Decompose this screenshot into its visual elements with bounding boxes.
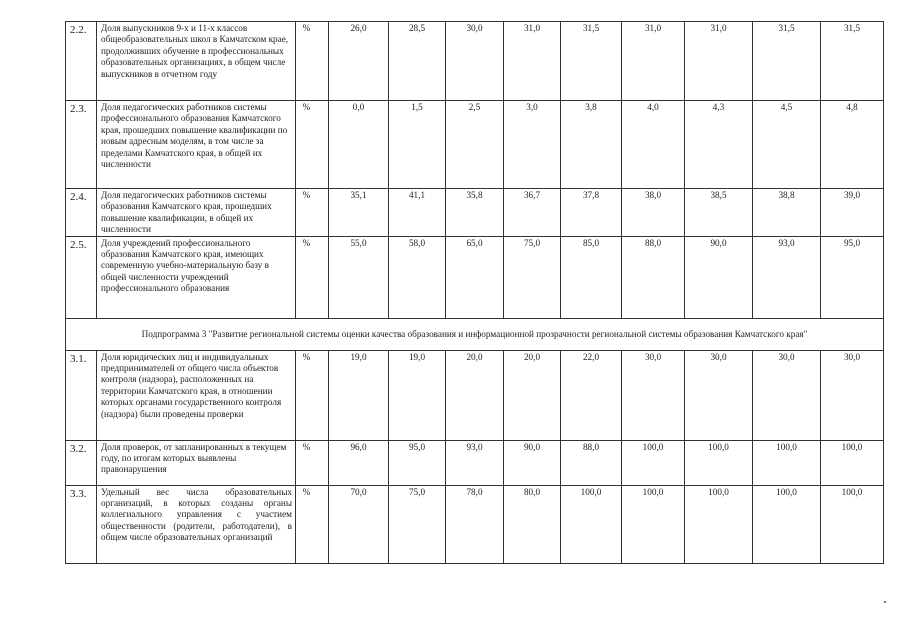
value-cell: 38,0 <box>622 189 685 237</box>
value-cell: 30,0 <box>753 350 821 440</box>
value-cell: 31,5 <box>753 22 821 101</box>
unit-cell: % <box>296 101 329 189</box>
value-cell: 100,0 <box>753 440 821 485</box>
row-number: 3.1. <box>66 350 97 440</box>
value-cell: 30,0 <box>685 350 753 440</box>
value-cell: 30,0 <box>622 350 685 440</box>
value-cell: 55,0 <box>329 236 389 318</box>
row-number: 3.3. <box>66 485 97 563</box>
indicator-name: Доля юридических лиц и индивидуальных предпринимателей от общего числа объектов контроля (надзора), расположенных на территории Камчатского края, в отношении которых органами государственного контроля (надзора) были проведены проверки <box>97 350 296 440</box>
table-row <box>66 236 884 318</box>
value-cell: 20,0 <box>446 350 504 440</box>
value-cell: 90,0 <box>504 440 561 485</box>
value-cell: 39,0 <box>821 189 884 237</box>
indicator-name: Доля проверок, от запланированных в текущем году, по итогам которых выявлены правонарушения <box>97 440 296 485</box>
value-cell: 31,5 <box>821 22 884 101</box>
unit-cell: % <box>296 440 329 485</box>
value-cell: 95,0 <box>821 236 884 318</box>
unit-cell: % <box>296 350 329 440</box>
value-cell: 0,0 <box>329 101 389 189</box>
value-cell: 90,0 <box>685 236 753 318</box>
indicator-name: Доля педагогических работников системы образования Камчатского края, прошедших повышение квалификации, в общей их численности <box>97 189 296 237</box>
row-number: 2.4. <box>66 189 97 237</box>
value-cell: 35,1 <box>329 189 389 237</box>
value-cell: 41,1 <box>389 189 446 237</box>
table-row <box>66 440 884 485</box>
value-cell: 4,5 <box>753 101 821 189</box>
row-number: 2.5. <box>66 236 97 318</box>
table-row <box>66 189 884 237</box>
row-number: 2.3. <box>66 101 97 189</box>
value-cell: 36,7 <box>504 189 561 237</box>
value-cell: 95,0 <box>389 440 446 485</box>
value-cell: 93,0 <box>753 236 821 318</box>
value-cell: 22,0 <box>561 350 622 440</box>
table-row <box>66 101 884 189</box>
value-cell: 31,5 <box>561 22 622 101</box>
value-cell: 37,8 <box>561 189 622 237</box>
value-cell: 4,0 <box>622 101 685 189</box>
unit-cell: % <box>296 236 329 318</box>
indicator-name: Доля учреждений профессионального образования Камчатского края, имеющих современную учебно-материальную базу в общей численности учреждений профессионального образования <box>97 236 296 318</box>
value-cell: 100,0 <box>821 440 884 485</box>
value-cell: 31,0 <box>685 22 753 101</box>
value-cell: 58,0 <box>389 236 446 318</box>
unit-cell: % <box>296 485 329 563</box>
value-cell: 80,0 <box>504 485 561 563</box>
subprogram-3-heading-section <box>66 318 884 350</box>
value-cell: 85,0 <box>561 236 622 318</box>
row-number: 2.2. <box>66 22 97 101</box>
value-cell: 100,0 <box>685 440 753 485</box>
value-cell: 75,0 <box>504 236 561 318</box>
value-cell: 100,0 <box>622 485 685 563</box>
value-cell: 4,3 <box>685 101 753 189</box>
subprogram-3-title: Подпрограмма 3 "Развитие региональной системы оценки качества образования и информационной прозрачности региональной системы образования Камчатского края" <box>66 318 884 350</box>
indicator-name: Доля педагогических работников системы профессионального образования Камчатского края, прошедших повышение квалификации по новым адресным моделям, в том числе за пределами Камчатского края, в общей их численности <box>97 101 296 189</box>
value-cell: 4,8 <box>821 101 884 189</box>
value-cell: 35,8 <box>446 189 504 237</box>
value-cell: 100,0 <box>622 440 685 485</box>
indicator-table-sheet <box>65 21 884 564</box>
value-cell: 100,0 <box>821 485 884 563</box>
value-cell: 1,5 <box>389 101 446 189</box>
value-cell: 28,5 <box>389 22 446 101</box>
value-cell: 31,0 <box>622 22 685 101</box>
value-cell: 19,0 <box>329 350 389 440</box>
value-cell: 30,0 <box>446 22 504 101</box>
table-row <box>66 22 884 101</box>
unit-cell: % <box>296 22 329 101</box>
value-cell: 30,0 <box>821 350 884 440</box>
value-cell: 100,0 <box>685 485 753 563</box>
value-cell: 65,0 <box>446 236 504 318</box>
value-cell: 3,8 <box>561 101 622 189</box>
value-cell: 70,0 <box>329 485 389 563</box>
value-cell: 100,0 <box>561 485 622 563</box>
value-cell: 78,0 <box>446 485 504 563</box>
indicator-name: Доля выпускников 9-х и 11-х классов общеобразовательных школ в Камчатском крае, продолживших обучение в профессиональных образовательных организациях, в общем числе выпускников в отчетном году <box>97 22 296 101</box>
table-body-subprogram-2 <box>66 22 884 319</box>
value-cell: 93,0 <box>446 440 504 485</box>
table-row <box>66 350 884 440</box>
value-cell: 88,0 <box>561 440 622 485</box>
value-cell: 38,5 <box>685 189 753 237</box>
value-cell: 3,0 <box>504 101 561 189</box>
unit-cell: % <box>296 189 329 237</box>
table-row <box>66 485 884 563</box>
value-cell: 19,0 <box>389 350 446 440</box>
table-body-subprogram-3 <box>66 350 884 563</box>
indicator-table <box>65 21 884 564</box>
value-cell: 26,0 <box>329 22 389 101</box>
value-cell: 96,0 <box>329 440 389 485</box>
value-cell: 31,0 <box>504 22 561 101</box>
value-cell: 88,0 <box>622 236 685 318</box>
value-cell: 2,5 <box>446 101 504 189</box>
subprogram-3-row <box>66 318 884 350</box>
value-cell: 20,0 <box>504 350 561 440</box>
row-number: 3.2. <box>66 440 97 485</box>
value-cell: 100,0 <box>753 485 821 563</box>
value-cell: 75,0 <box>389 485 446 563</box>
indicator-name: Удельный вес числа образовательных организаций, в которых созданы органы коллегиального управления с участием общественности (родители, работодатели), в общем числе образовательных организаций <box>97 485 296 563</box>
value-cell: 38,8 <box>753 189 821 237</box>
scan-speck <box>884 601 886 603</box>
